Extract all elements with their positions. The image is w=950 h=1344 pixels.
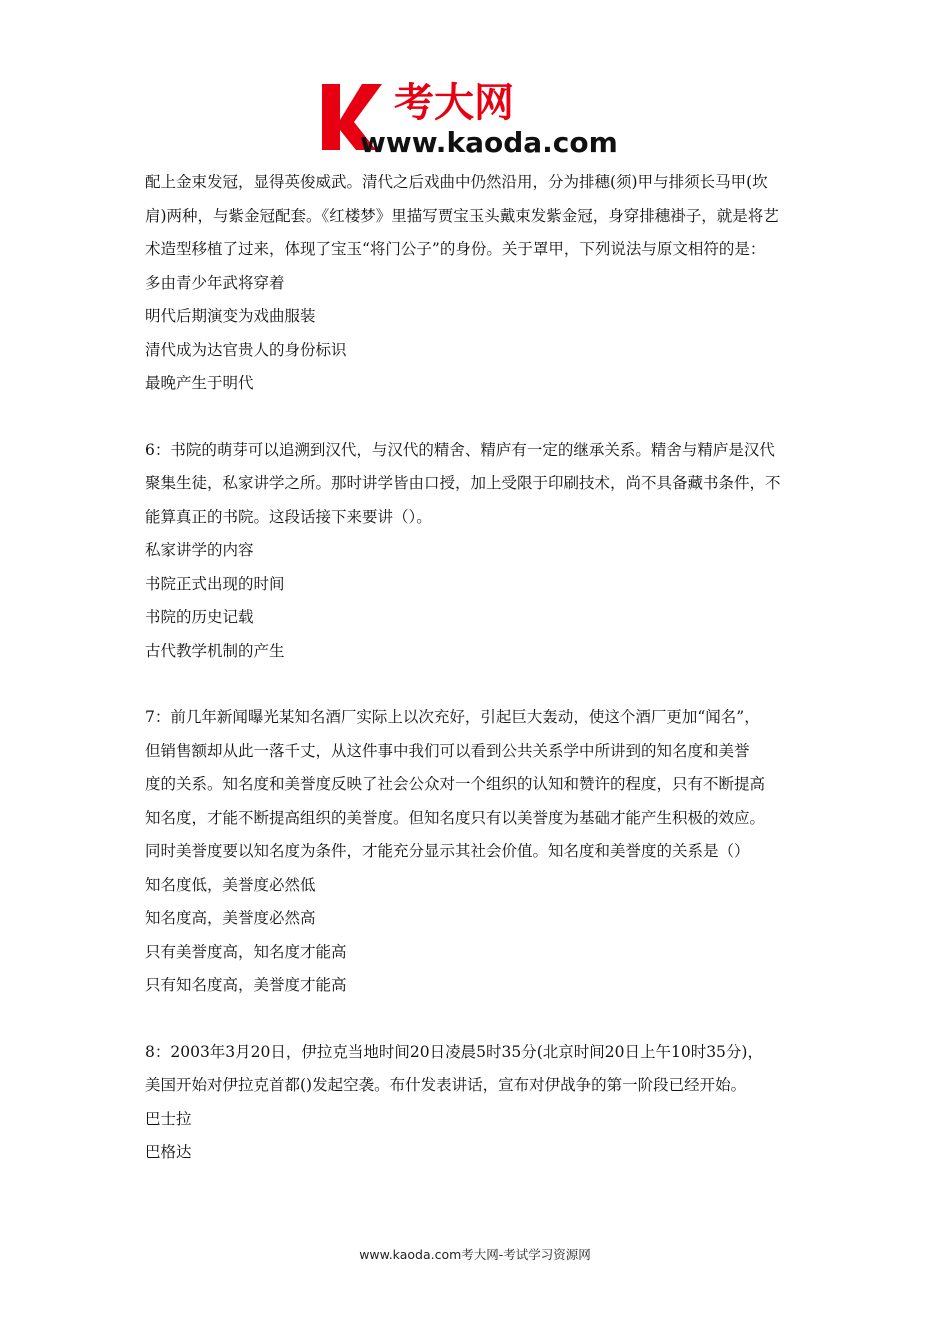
answer-option: 明代后期演变为戏曲服装 (145, 307, 316, 325)
question-5-tail (145, 166, 810, 401)
answer-option: 知名度高，美誉度必然高 (145, 909, 316, 927)
question-text-line: 但销售额却从此一落千丈，从这件事中我们可以看到公共关系学中所讲到的知名度和美誉 (145, 741, 750, 760)
logo-url: www.kaoda.com (360, 126, 618, 159)
document-body (145, 166, 810, 1170)
spacer (145, 668, 810, 701)
answer-option: 古代教学机制的产生 (145, 641, 285, 660)
kaoda-logo[interactable] (318, 76, 638, 160)
question-text-line: 同时美誉度要以知名度为条件，才能充分显示其社会价值。知名度和美誉度的关系是（） (145, 842, 750, 860)
answer-option: 只有知名度高，美誉度才能高 (145, 976, 347, 994)
answer-option: 清代成为达官贵人的身份标识 (145, 340, 347, 359)
answer-option: 知名度低，美誉度必然低 (145, 875, 316, 894)
question-text-line: 6：书院的萌芽可以追溯到汉代，与汉代的精舍、精庐有一定的继承关系。精舍与精庐是汉代 (145, 440, 775, 459)
spacer (145, 1003, 810, 1036)
answer-option: 书院的历史记载 (145, 608, 254, 626)
question-text-line: 美国开始对伊拉克首都()发起空袭。布什发表讲话，宣布对伊战争的第一阶段已经开始。 (145, 1076, 747, 1094)
question-6 (145, 434, 810, 669)
answer-option: 巴士拉 (145, 1109, 192, 1128)
question-text-line: 8：2003年3月20日，伊拉克当地时间20日凌晨5时35分(北京时间20日上午10时35分)， (145, 1042, 763, 1061)
question-text-line: 知名度，才能不断提高组织的美誉度。但知名度只有以美誉度为基础才能产生积极的效应。 (145, 808, 766, 827)
answer-option: 只有美誉度高，知名度才能高 (145, 942, 347, 961)
question-text-line: 配上金束发冠，显得英俊威武。清代之后戏曲中仍然沿用，分为排穗(须)甲与排须长马甲(坎 (145, 173, 768, 191)
question-text-line: 术造型移植了过来，体现了宝玉“将门公子”的身份。关于罩甲，下列说法与原文相符的是： (145, 240, 766, 258)
question-7 (145, 701, 810, 1003)
question-8 (145, 1036, 810, 1170)
logo-graphic (318, 76, 638, 160)
answer-option: 私家讲学的内容 (145, 541, 254, 559)
question-text-line: 7：前几年新闻曝光某知名酒厂实际上以次充好，引起巨大轰动，使这个酒厂更加“闻名”， (145, 708, 760, 726)
page-footer: www.kaoda.com考大网-考试学习资源网 (359, 1247, 591, 1262)
answer-option: 多由青少年武将穿着 (145, 273, 285, 292)
question-text-line: 聚集生徒，私家讲学之所。那时讲学皆由口授，加上受限于印刷技术，尚不具备藏书条件，不 (145, 474, 781, 492)
spacer (145, 401, 810, 434)
answer-option: 最晚产生于明代 (145, 374, 254, 392)
logo-brand: 考大网 (394, 80, 514, 126)
question-text-line: 肩)两种，与紫金冠配套。《红楼梦》里描写贾宝玉头戴束发紫金冠，身穿排穗褂子，就是将艺 (145, 206, 779, 225)
question-text-line: 能算真正的书院。这段话接下来要讲（）。 (145, 507, 432, 526)
answer-option: 巴格达 (145, 1143, 192, 1161)
question-text-line: 度的关系。知名度和美誉度反映了社会公众对一个组织的认知和赞许的程度，只有不断提高 (145, 775, 766, 793)
answer-option: 书院正式出现的时间 (145, 574, 285, 593)
